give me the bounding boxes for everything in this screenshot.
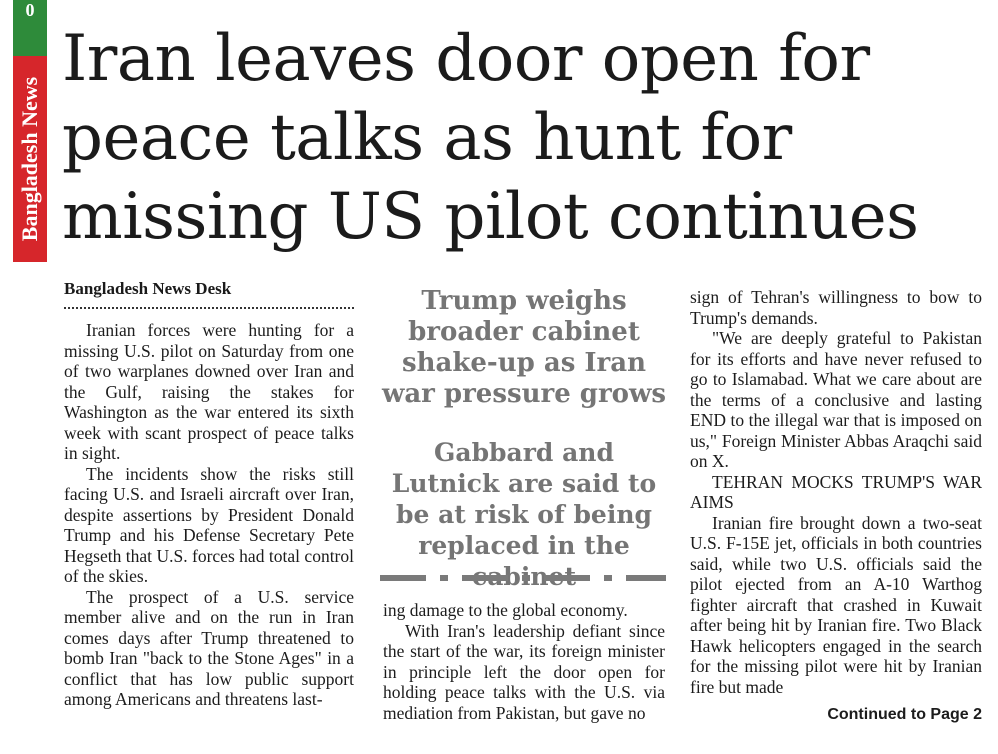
paragraph: "We are deeply grateful to Pakistan for its efforts and have never refused to go to Islamabad. What we care about are the terms of a conclusive and lasting END to the illegal war that is imposed on us," Foreign Minister Abbas Araqchi said on X. [690, 328, 982, 471]
section-tab-red-block [13, 56, 47, 262]
paragraph: ing damage to the global economy. [383, 600, 628, 620]
byline: Bangladesh News Desk [64, 279, 354, 309]
section-label: Bangladesh News [17, 76, 42, 242]
subheading: TEHRAN MOCKS TRUMP'S WAR AIMS [690, 471, 982, 512]
article-column-3 [690, 287, 982, 697]
article-column-1 [64, 320, 354, 710]
section-tab-green-block [13, 0, 47, 56]
pull-quote-main: Trump weighs broader cabinet shake-up as Iran war pressure grows [381, 286, 667, 409]
section-tab [13, 0, 47, 262]
paragraph: sign of Tehran's willingness to bow to Trump's demands. [690, 287, 982, 328]
pull-quote-sub: Gabbard and Lutnick are said to be at risk of being replaced in the [391, 438, 657, 560]
paragraph: Iranian forces were hunting for a missing U.S. pilot on Saturday from one of two warplanes downed over Iran and the Gulf, raising the stakes for Washington as the war entered its sixth week with scant prospect of peace talks in sight. [64, 320, 354, 463]
paragraph: Iranian fire brought down a two-seat U.S. F-15E jet, officials in both countries said, while two U.S. officials said the pilot ejected from an A-10 Warthog fighter aircraft that crashed in Kuwait after being hit by Iranian fire. Two Black Hawk helicopters engaged in the search for the missing pilot were hit by Iranian fire but made [690, 512, 982, 697]
article-column-2 [383, 600, 665, 723]
paragraph: The incidents show the risks still facing U.S. and Israeli aircraft over Iran, despite assertions by President Donald Trump and his Defense Secretary Pete Hegseth that U.S. forces had total control of the skies. [64, 463, 354, 586]
page-number-fragment: 0 [25, 0, 35, 20]
paragraph: The prospect of a U.S. service member alive and on the run in Iran comes days after Trump threatened to bomb Iran "back to the Stone Ages" in a conflict that has low public support among Americans and threatens last- [64, 586, 354, 709]
continued-link[interactable]: Continued to Page 2 [827, 706, 982, 723]
paragraph: With Iran's leadership defiant since the start of the war, its foreign minister in principle left the door open for holding peace talks with the U.S. via mediation from Pakistan, but gave no [383, 620, 665, 723]
pull-quote-dash-rule [380, 575, 666, 581]
headline: Iran leaves door open for peace talks as hunt for missing US pilot continues [62, 22, 919, 254]
